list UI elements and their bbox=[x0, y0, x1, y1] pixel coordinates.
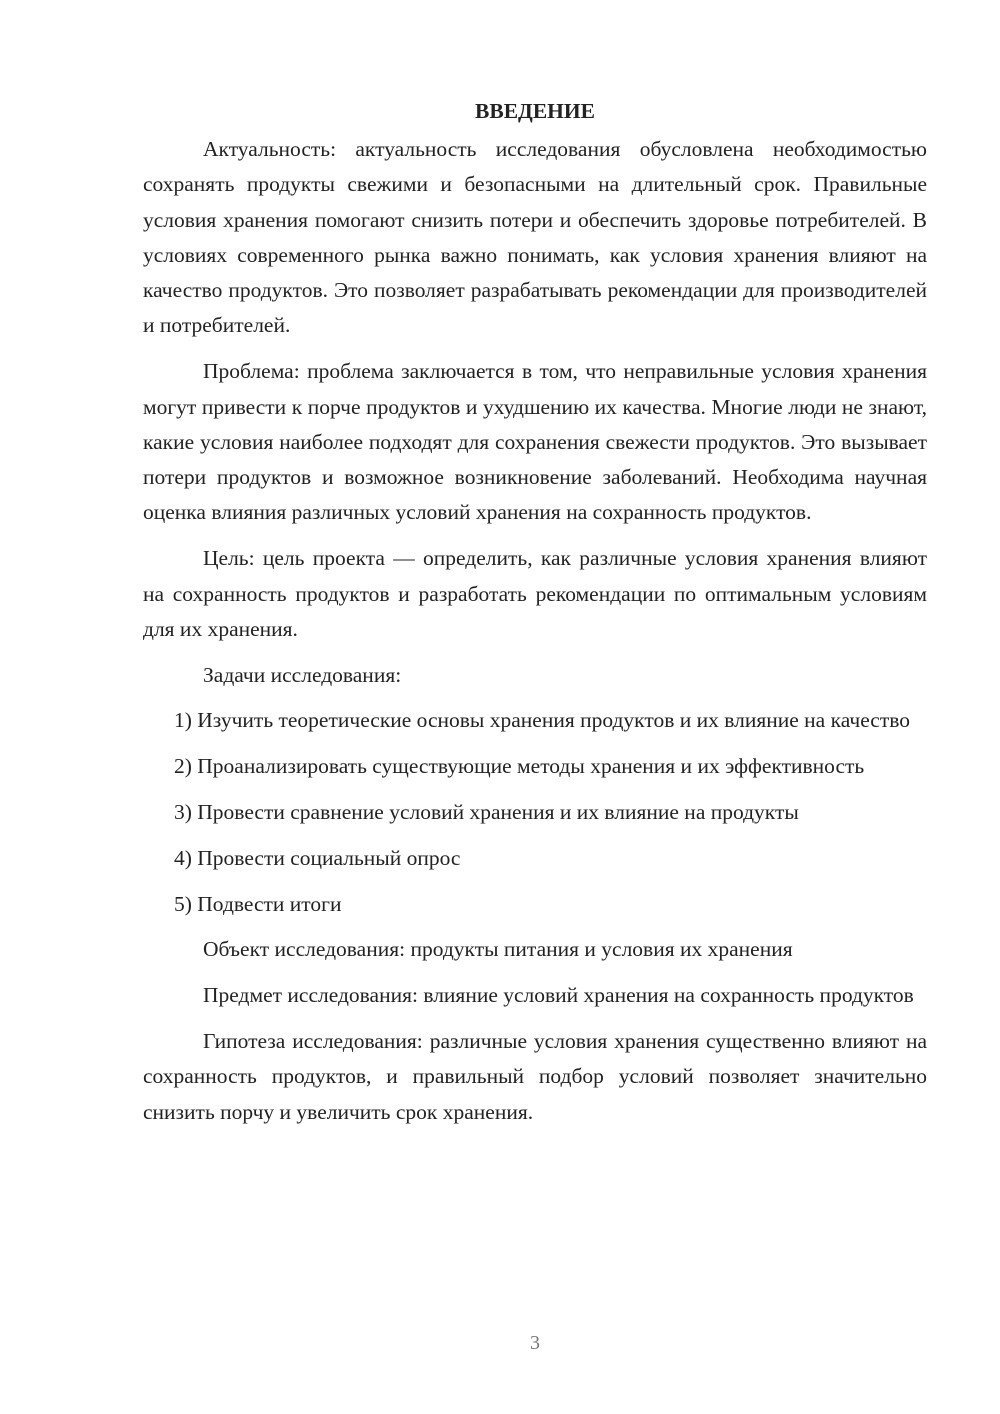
tasks-heading: Задачи исследования: bbox=[203, 662, 402, 687]
task-item-2: 2) Проанализировать существующие методы хранения и их эффективность bbox=[174, 754, 865, 779]
task-item-3: 3) Провести сравнение условий хранения и их влияние на продукты bbox=[174, 800, 799, 825]
paragraph-subject: Предмет исследования: влияние условий хранения на сохранность продуктов bbox=[203, 983, 914, 1008]
paragraph-hypothesis: Гипотеза исследования: различные условия хранения существенно влияют на сохранность продуктов, и правильный подбор условий позволяет значительно снизить порчу и увеличить срок хранения. bbox=[143, 1029, 927, 1124]
tasks-list bbox=[143, 703, 927, 921]
paragraph-problem: Проблема: проблема заключается в том, что неправильные условия хранения могут привести к порче продуктов и ухудшению их качества. Многие люди не знают, какие условия наиболее подходят для сохранения свежести продуктов. Это вызывает потери продуктов и возможное возникновение заболеваний. Необходима научная оценка влияния различных условий хранения на сохранность продуктов. bbox=[143, 359, 927, 525]
paragraph-object: Объект исследования: продукты питания и условия их хранения bbox=[203, 937, 793, 962]
section-title: ВВЕДЕНИЕ bbox=[475, 99, 595, 123]
task-item-4: 4) Провести социальный опрос bbox=[174, 845, 461, 870]
task-item-1: 1) Изучить теоретические основы хранения продуктов и их влияние на качество bbox=[174, 708, 910, 733]
paragraph-relevance: Актуальность: актуальность исследования обусловлена необходимостью сохранять продукты свежими и безопасными на длительный срок. Правильные условия хранения помогают снизить потери и обеспечить здоровье потребителей. В условиях современного рынка важно понимать, как условия хранения влияют на качество продуктов. Это позволяет разрабатывать рекомендации для производителей и потребителей. bbox=[143, 137, 927, 338]
document-body bbox=[143, 96, 927, 1140]
task-item-5: 5) Подвести итоги bbox=[174, 891, 342, 916]
paragraph-goal: Цель: цель проекта — определить, как различные условия хранения влияют на сохранность продуктов и разработать рекомендации по оптимальным условиям для их хранения. bbox=[143, 546, 927, 641]
page-number: 3 bbox=[530, 1332, 540, 1354]
